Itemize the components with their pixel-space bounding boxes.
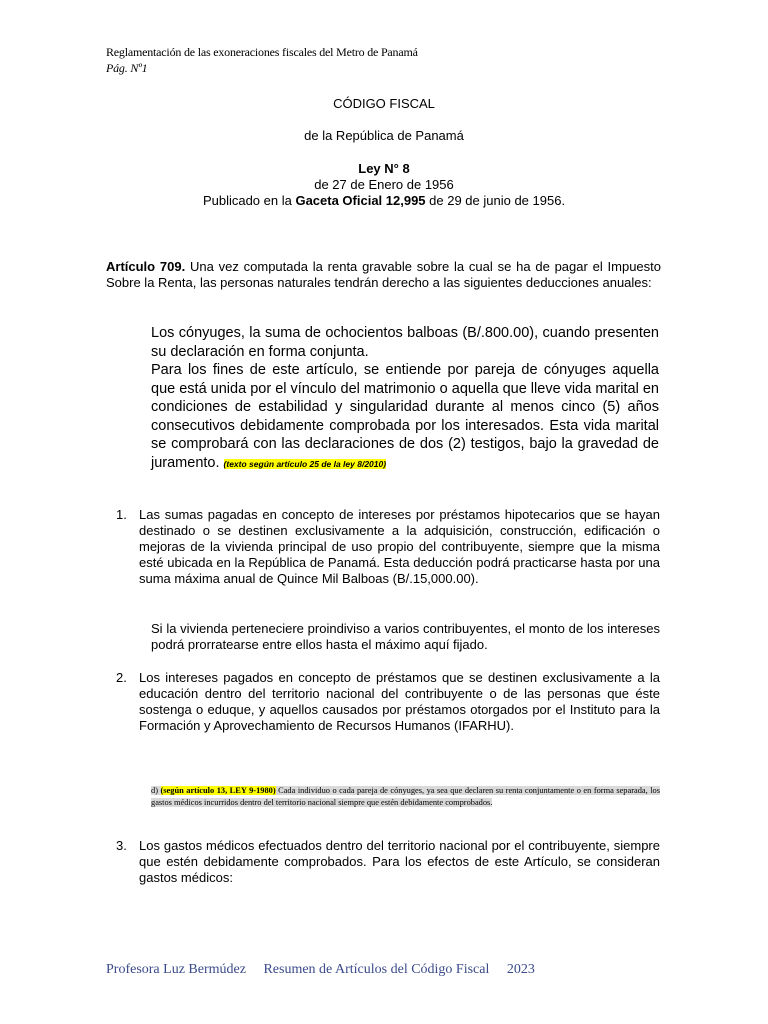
article-label: Artículo 709.: [106, 259, 186, 274]
page-footer: [106, 961, 549, 979]
code-subtitle: de la República de Panamá: [304, 128, 464, 143]
list-item-1: Las sumas pagadas en concepto de intereses por préstamos hipotecarios que se hayan destinado o se destinen exclusivamente a la adquisición, construcción, edificación o mejoras de la vivienda principal de uso propio del contribuyente, siempre que la misma esté ubicada en la República de Panamá. Esta deducción podrá practicarse hasta por una suma máxima anual de Quince Mil Balboas (B/.15,000.00).: [139, 507, 660, 586]
article-709: [106, 259, 661, 291]
list-item-1-subparagraph: Si la vivienda perteneciere proindiviso a varios contribuyentes, el monto de los intereses podrá prorratearse entre ellos hasta el máximo aquí fijado.: [151, 621, 660, 652]
law-note-reference: (según artículo 13, LEY 9-1980): [160, 786, 276, 795]
spouses-definition: [151, 361, 659, 473]
article-text: Una vez computada la renta gravable sobre la cual se ha de pagar el Impuesto Sobre la Renta, las personas naturales tendrán derecho a las siguientes deducciones anuales:: [106, 259, 661, 290]
publication-suffix: de 29 de junio de 1956.: [425, 193, 566, 208]
footer-subject: Resumen de Artículos del Código Fiscal: [263, 962, 490, 977]
footer-author: Profesora Luz Bermúdez: [106, 962, 246, 977]
spouses-definition-text: Para los fines de este artículo, se entiende por pareja de cónyuges aquella que está unida por el vínculo del matrimonio o aquella que lleve vida marital en condiciones de estabilidad y singularidad durante al menos cinco (5) años consecutivos debidamente comprobada por los interesados. Esta vida marital se comprobará con las declaraciones de dos (2) testigos, bajo la gravedad de juramento.: [151, 362, 659, 471]
publication-prefix: Publicado en la: [202, 193, 296, 208]
law-number: Ley N° 8: [358, 161, 410, 176]
law-note: [151, 785, 660, 809]
spouses-deduction: [151, 324, 659, 473]
header-title: Reglamentación de las exoneraciones fiscales del Metro de Panamá: [106, 45, 418, 59]
spouses-paragraph: Los cónyuges, la suma de ochocientos balboas (B/.800.00), cuando presenten su declaración en forma conjunta.: [151, 325, 659, 360]
law-note-prefix: d): [151, 786, 161, 795]
law-date: de 27 de Enero de 1956: [314, 177, 454, 192]
list-number-3: 3.: [116, 838, 127, 853]
page-header: [106, 44, 418, 76]
law-note-text: Cada individuo o cada pareja de cónyuges, ya sea que declaren su renta conjuntamente o en forma separada, los gastos médicos incurridos dentro del territorio nacional siempre que estén debidamente comprobados.: [151, 786, 660, 807]
code-title: CÓDIGO FISCAL: [333, 96, 435, 111]
list-number-2: 2.: [116, 670, 127, 685]
header-page-number: Pág. Nº1: [106, 61, 148, 75]
gazette-reference: Gaceta Oficial 12,995: [295, 193, 426, 208]
footer-year: 2023: [506, 962, 535, 977]
law-publication: [0, 193, 768, 209]
spouses-legal-note: (texto según artículo 25 de la ley 8/2010): [223, 458, 387, 469]
list-item-2: Los intereses pagados en concepto de préstamos que se destinen exclusivamente a la educación dentro del territorio nacional del contribuyente o de las personas que éste sostenga o eduque, y aquellos causados por préstamos otorgados por el Instituto para la Formación y Aprovechamiento de Recursos Humanos (IFARHU).: [139, 670, 660, 733]
list-item-3: Los gastos médicos efectuados dentro del territorio nacional por el contribuyente, siempre que estén debidamente comprobados. Para los efectos de este Artículo, se consideran gastos médicos:: [139, 838, 660, 885]
list-number-1: 1.: [116, 507, 127, 522]
